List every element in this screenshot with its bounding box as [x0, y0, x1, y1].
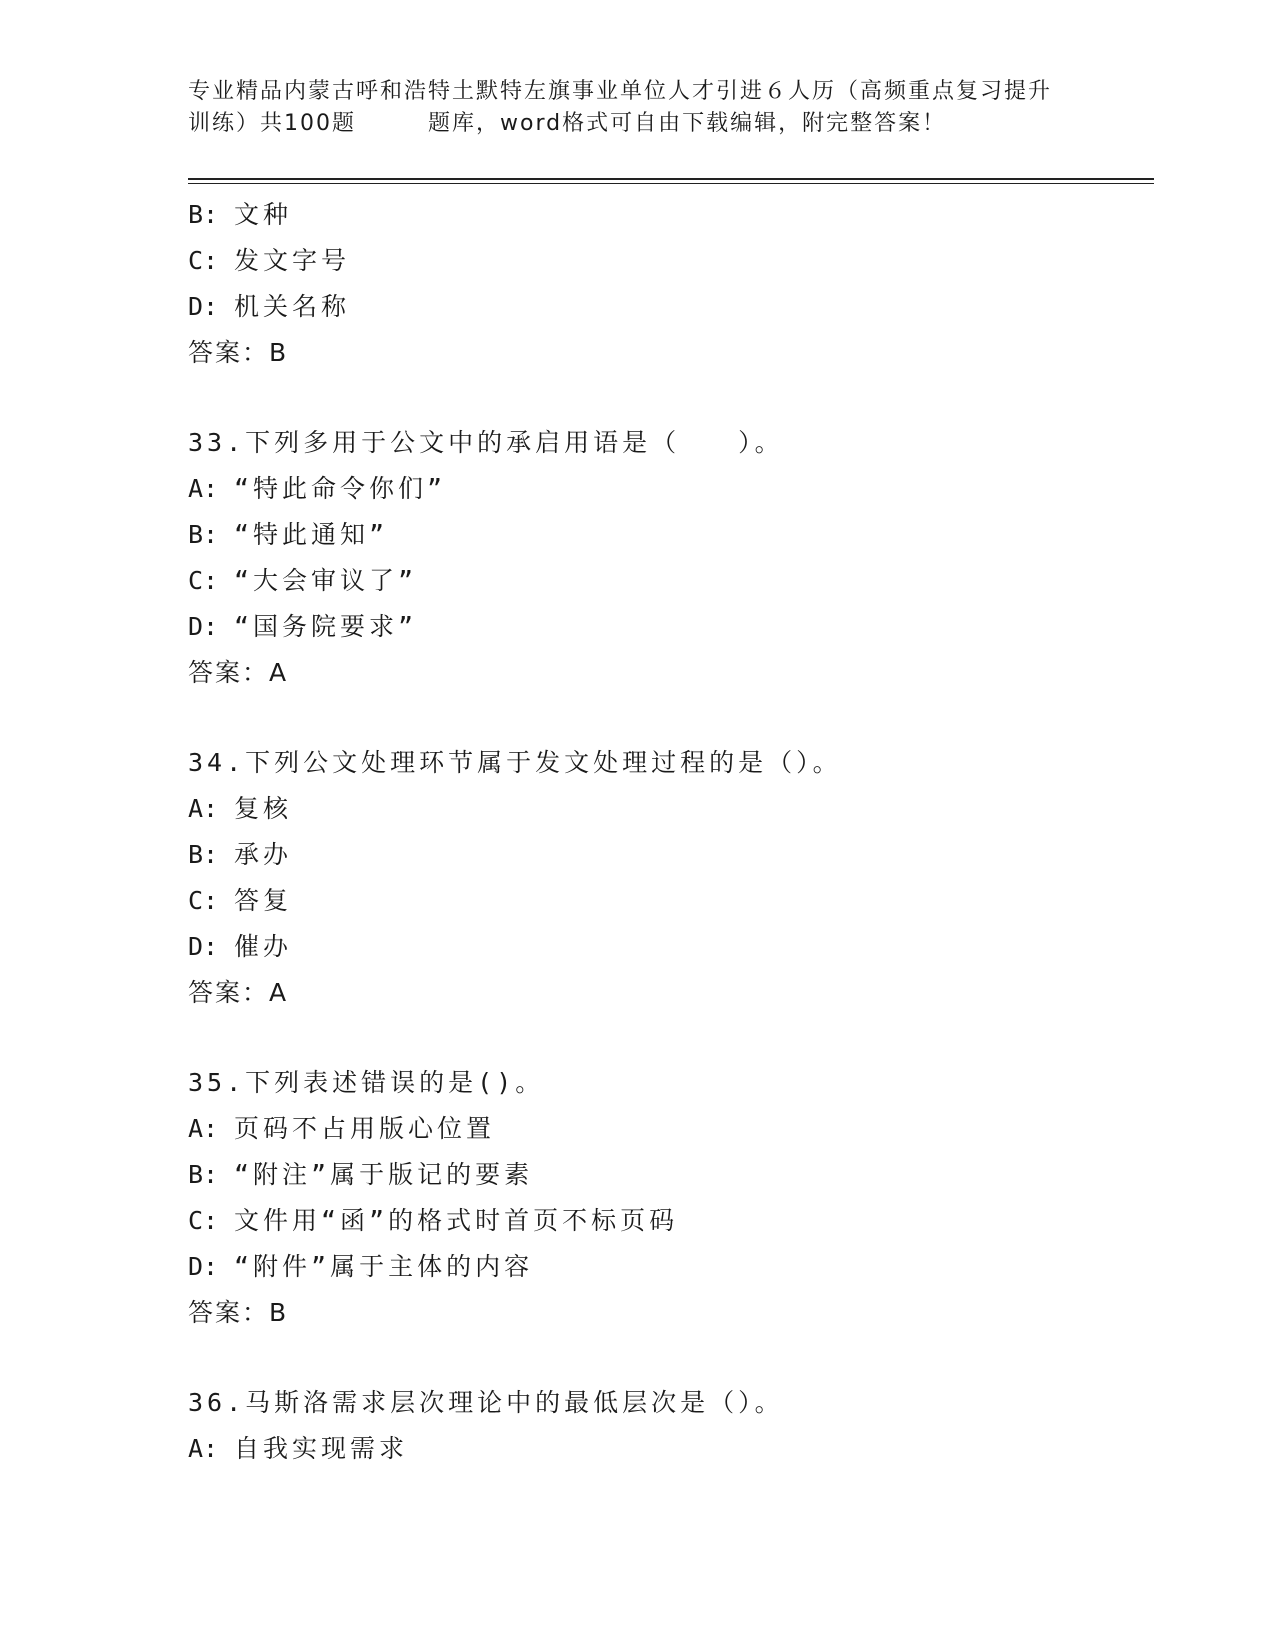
- option-a: [188, 786, 1148, 832]
- option-c: [188, 558, 1148, 604]
- question-text: 36.马斯洛需求层次理论中的最低层次是（）。: [188, 1388, 784, 1417]
- option-a: [188, 466, 1148, 512]
- option-text: “附件”属于主体的内容: [234, 1252, 534, 1281]
- option-label: B:: [188, 1160, 219, 1189]
- option-text: 文件用“函”的格式时首页不标页码: [234, 1206, 679, 1235]
- option-text: 答复: [234, 886, 293, 915]
- option-label: A:: [188, 1114, 219, 1143]
- header-line-2-part-1: 训练）共100题: [188, 111, 356, 136]
- option-text: 催办: [234, 932, 293, 961]
- option-text: 页码不占用版心位置: [234, 1114, 496, 1143]
- option-text: “国务院要求”: [234, 612, 418, 641]
- header-divider-thick: [188, 178, 1154, 180]
- question-36: [188, 1380, 1148, 1472]
- option-c: [188, 1198, 1148, 1244]
- option-label: B:: [188, 520, 219, 549]
- option-text: 文种: [234, 200, 293, 229]
- option-b: [188, 1152, 1148, 1198]
- option-c: [188, 878, 1148, 924]
- option-b: [188, 512, 1148, 558]
- option-label: A:: [188, 794, 219, 823]
- answer: 答案：B: [188, 338, 289, 367]
- question-34: [188, 740, 1148, 1016]
- option-d: [188, 284, 1148, 330]
- question-32: [188, 192, 1148, 376]
- option-label: A:: [188, 1434, 219, 1463]
- option-text: “特此命令你们”: [234, 474, 447, 503]
- answer: 答案：A: [188, 658, 289, 687]
- option-label: C:: [188, 886, 219, 915]
- option-d: [188, 924, 1148, 970]
- option-text: “附注”属于版记的要素: [234, 1160, 534, 1189]
- option-d: [188, 1244, 1148, 1290]
- answer: 答案：B: [188, 1298, 289, 1327]
- header-divider-thin: [188, 183, 1154, 184]
- option-label: D:: [188, 1252, 219, 1281]
- option-d: [188, 604, 1148, 650]
- question-text: 34.下列公文处理环节属于发文处理过程的是（）。: [188, 748, 842, 777]
- question-text: 33.下列多用于公文中的承启用语是（ ）。: [188, 428, 784, 457]
- answer: 答案：A: [188, 978, 289, 1007]
- option-b: [188, 192, 1148, 238]
- option-text: 机关名称: [234, 292, 351, 321]
- option-label: C:: [188, 246, 219, 275]
- option-a: [188, 1426, 1148, 1472]
- option-a: [188, 1106, 1148, 1152]
- option-text: 复核: [234, 794, 293, 823]
- header-line-1: 专业精品内蒙古呼和浩特土默特左旗事业单位人才引进６人历（高频重点复习提升: [188, 79, 1053, 104]
- option-label: B:: [188, 200, 219, 229]
- question-list: [188, 192, 1148, 1472]
- question-35: [188, 1060, 1148, 1336]
- document-header: [188, 76, 1088, 140]
- option-label: C:: [188, 1206, 219, 1235]
- question-33: [188, 420, 1148, 696]
- option-text: 发文字号: [234, 246, 351, 275]
- option-label: C:: [188, 566, 219, 595]
- option-c: [188, 238, 1148, 284]
- option-b: [188, 832, 1148, 878]
- option-text: 自我实现需求: [234, 1434, 409, 1463]
- header-line-2: [188, 108, 1088, 140]
- option-label: A:: [188, 474, 219, 503]
- option-text: “特此通知”: [234, 520, 389, 549]
- option-label: B:: [188, 840, 219, 869]
- option-label: D:: [188, 292, 219, 321]
- option-label: D:: [188, 932, 219, 961]
- option-text: 承办: [234, 840, 293, 869]
- question-text: 35.下列表述错误的是()。: [188, 1068, 545, 1097]
- option-label: D:: [188, 612, 219, 641]
- header-line-2-part-2: 题库，word格式可自由下载编辑，附完整答案！: [428, 111, 947, 136]
- option-text: “大会审议了”: [234, 566, 418, 595]
